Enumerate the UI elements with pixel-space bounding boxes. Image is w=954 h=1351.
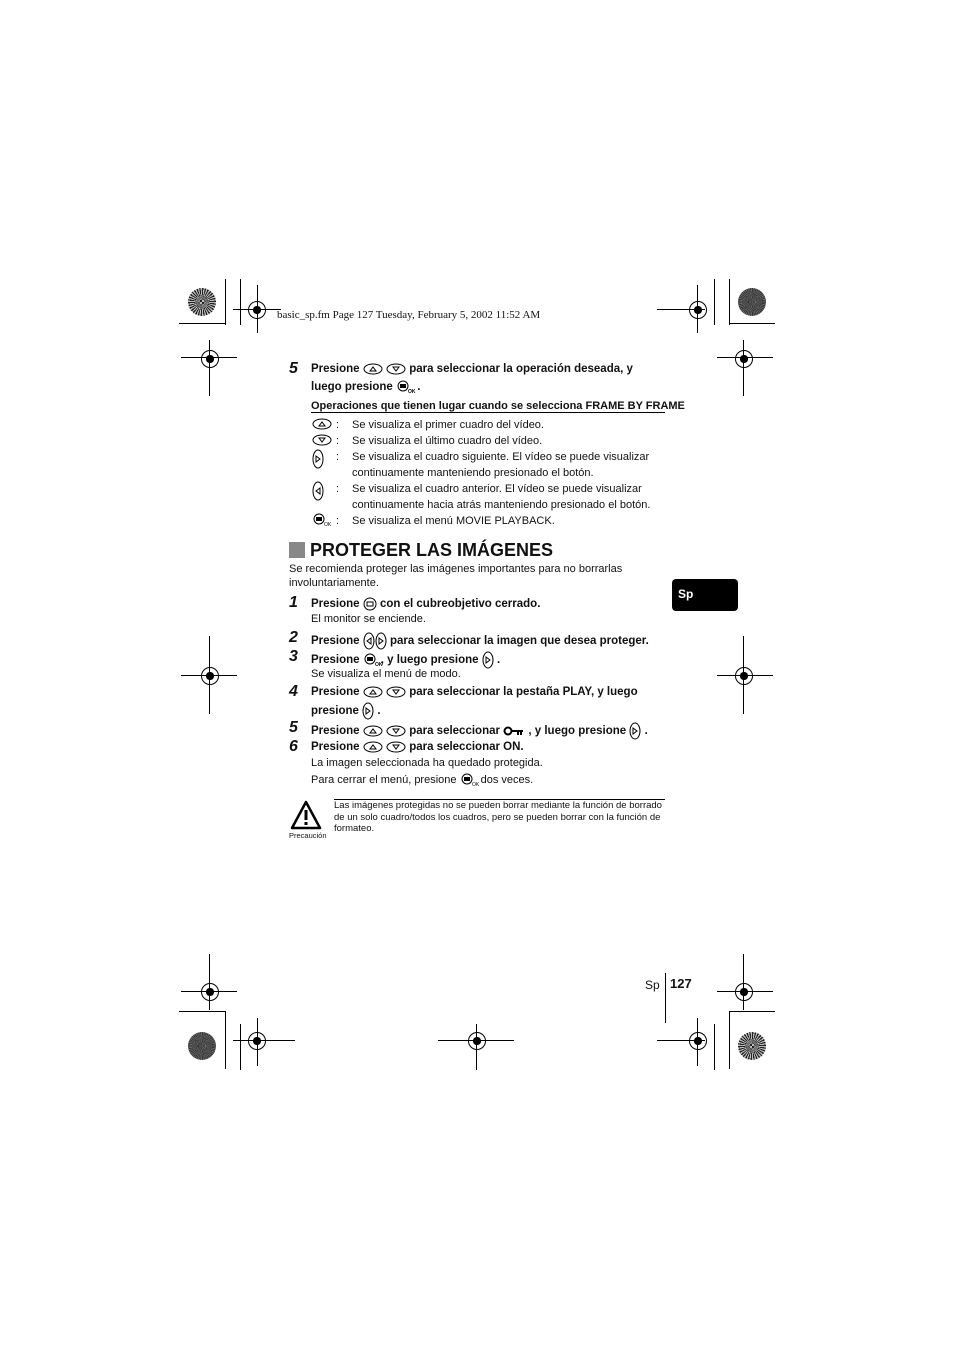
left-arrow-button-icon bbox=[312, 481, 324, 501]
step-text: Presione para seleccionar ON. bbox=[311, 741, 524, 754]
ok-menu-button-icon bbox=[312, 513, 330, 527]
left-arrow-button-icon bbox=[363, 632, 375, 650]
caution-triangle-icon bbox=[290, 800, 322, 830]
down-arrow-button-icon bbox=[386, 725, 406, 737]
step-text: Presione para seleccionar la imagen que desea proteger. bbox=[311, 632, 649, 650]
svg-text:OK: OK bbox=[408, 389, 416, 395]
caution-text: formateo. bbox=[334, 823, 375, 834]
registration-rosette-icon bbox=[188, 288, 216, 316]
list-item-text: Se visualiza el cuadro anterior. El vídeo se puede visualizar bbox=[352, 483, 642, 495]
section-title: PROTEGER LAS IMÁGENES bbox=[289, 540, 553, 561]
list-item bbox=[312, 481, 324, 501]
ok-menu-button-icon bbox=[396, 380, 414, 394]
up-arrow-button-icon bbox=[312, 418, 332, 430]
step-note: Para cerrar el menú, presione OK dos veces. bbox=[311, 773, 534, 788]
section-intro: involuntariamente. bbox=[289, 577, 379, 589]
list-item-text: continuamente hacia atrás manteniendo presionado el botón. bbox=[352, 499, 651, 511]
list-item-text: continuamente manteniendo presionado el botón. bbox=[352, 467, 594, 479]
caution-text: Las imágenes protegidas no se pueden borrar mediante la función de borrado bbox=[334, 800, 662, 811]
ok-menu-button-icon bbox=[460, 773, 478, 787]
ok-menu-button-icon bbox=[363, 653, 381, 667]
caution-text: de un solo cuadro/todos los cuadros, pero se pueden borrar con la función de bbox=[334, 812, 661, 823]
step-text: Presione para seleccionar la pestaña PLAY, y luego bbox=[311, 686, 638, 699]
step-text: Presione OK , y luego presione . bbox=[311, 651, 500, 669]
right-arrow-button-icon bbox=[482, 651, 494, 669]
list-item bbox=[312, 434, 332, 446]
down-arrow-button-icon bbox=[386, 741, 406, 753]
step-number: 5 bbox=[289, 360, 298, 377]
step-note: Se visualiza el menú de modo. bbox=[311, 668, 461, 680]
frame-by-frame-subheading: Operaciones que tienen lugar cuando se selecciona FRAME BY FRAME bbox=[311, 400, 685, 412]
section-intro: Se recomienda proteger las imágenes importantes para no borrarlas bbox=[289, 563, 623, 575]
footer-language: Sp bbox=[645, 978, 660, 992]
language-tab: Sp bbox=[672, 579, 738, 611]
step-text: presione . bbox=[311, 702, 381, 720]
step-number: 6 bbox=[289, 738, 298, 755]
registration-rosette-icon bbox=[738, 288, 766, 316]
down-arrow-button-icon bbox=[386, 363, 406, 375]
page-number: 127 bbox=[670, 976, 692, 991]
step-text: luego presione OK . bbox=[311, 381, 421, 395]
list-item-text: Se visualiza el cuadro siguiente. El vídeo se puede visualizar bbox=[352, 451, 650, 463]
registration-rosette-icon bbox=[738, 1032, 766, 1060]
up-arrow-button-icon bbox=[363, 363, 383, 375]
step-text: Presione para seleccionar , y luego presione . bbox=[311, 722, 648, 740]
step-text: Presione con el cubreobjetivo cerrado. bbox=[311, 598, 541, 611]
step-number: 5 bbox=[289, 719, 298, 736]
step-note: El monitor se enciende. bbox=[311, 613, 426, 625]
file-header: basic_sp.fm Page 127 Tuesday, February 5, 2002 11:52 AM bbox=[277, 309, 541, 321]
playback-button-icon bbox=[363, 597, 377, 611]
svg-text:OK: OK bbox=[471, 782, 479, 788]
protect-key-icon bbox=[503, 726, 525, 736]
step-note: La imagen seleccionada ha quedado protegida. bbox=[311, 757, 543, 769]
list-item-text: Se visualiza el menú MOVIE PLAYBACK. bbox=[352, 515, 555, 527]
right-arrow-button-icon bbox=[312, 449, 324, 469]
step-number: 4 bbox=[289, 683, 298, 700]
right-arrow-button-icon bbox=[362, 702, 374, 720]
list-item bbox=[312, 513, 330, 527]
section-marker-icon bbox=[289, 542, 305, 558]
up-arrow-button-icon bbox=[363, 725, 383, 737]
list-item bbox=[312, 418, 332, 430]
step-number: 2 bbox=[289, 629, 298, 646]
caution-label: Precaución bbox=[289, 831, 327, 840]
registration-rosette-icon bbox=[188, 1032, 216, 1060]
list-item bbox=[312, 449, 324, 469]
down-arrow-button-icon bbox=[386, 686, 406, 698]
step-number: 3 bbox=[289, 648, 298, 665]
list-item-text: Se visualiza el primer cuadro del vídeo. bbox=[352, 419, 544, 431]
up-arrow-button-icon bbox=[363, 741, 383, 753]
down-arrow-button-icon bbox=[312, 434, 332, 446]
svg-text:OK: OK bbox=[324, 522, 332, 528]
right-arrow-button-icon bbox=[375, 632, 387, 650]
svg-text:OK: OK bbox=[374, 662, 383, 668]
right-arrow-button-icon bbox=[629, 722, 641, 740]
step-text: Presione para seleccionar la operación deseada, y bbox=[311, 363, 633, 376]
step-number: 1 bbox=[289, 594, 298, 611]
up-arrow-button-icon bbox=[363, 686, 383, 698]
list-item-text: Se visualiza el último cuadro del vídeo. bbox=[352, 435, 543, 447]
